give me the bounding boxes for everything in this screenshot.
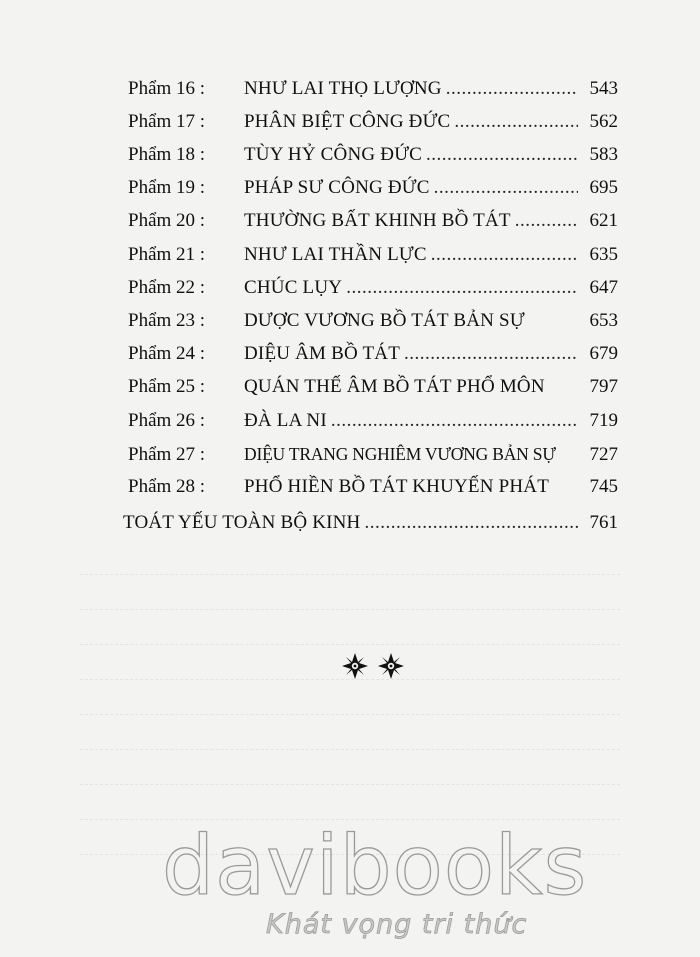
dot-leader: [431, 240, 578, 270]
toc-entry-page: 797: [589, 376, 618, 397]
toc-entry-label: Phẩm 23 :: [128, 310, 206, 331]
toc-entry-17: [128, 107, 618, 137]
toc-entry-title: TÙY HỶ CÔNG ĐỨC: [244, 144, 423, 165]
dot-leader: [346, 273, 578, 303]
toc-entry-label: Phẩm 21 :: [128, 244, 206, 265]
toc-entry-label: Phẩm 25 :: [128, 376, 206, 397]
toc-entry-title: PHÁP SƯ CÔNG ĐỨC: [244, 177, 430, 198]
toc-entry-19: [128, 173, 618, 203]
toc-entry-label: Phẩm 27 :: [128, 444, 206, 465]
toc-entry-title: THƯỜNG BẤT KHINH BỒ TÁT: [244, 210, 511, 231]
toc-entry-page: 695: [589, 177, 618, 198]
toc-entry-title: PHÂN BIỆT CÔNG ĐỨC: [244, 111, 451, 132]
toc-entry-page: 543: [589, 78, 618, 99]
toc-entry-label: Phẩm 17 :: [128, 111, 206, 132]
toc-entry-27: [128, 439, 618, 469]
toc-entry-label: Phẩm 28 :: [128, 476, 206, 497]
dot-leader: [331, 406, 578, 436]
toc-entry-label: Phẩm 18 :: [128, 144, 206, 165]
toc-entry-label: Phẩm 26 :: [128, 410, 206, 431]
toc-entry-18: [128, 140, 618, 170]
toc-summary-page: 761: [589, 512, 618, 533]
toc-entry-23: [128, 306, 618, 336]
toc-entry-page: 635: [589, 244, 618, 265]
dot-leader: [515, 206, 578, 236]
toc-entry-page: 727: [589, 444, 618, 465]
watermark-tagline: Khát vọng tri thức: [266, 909, 528, 940]
eight-point-star-icon: [341, 652, 369, 680]
eight-point-star-icon: [377, 652, 405, 680]
toc-entry-16: [128, 74, 618, 104]
toc-entry-label: Phẩm 24 :: [128, 343, 206, 364]
toc-entry-title: DƯỢC VƯƠNG BỒ TÁT BẢN SỰ: [244, 310, 525, 331]
toc-entry-page: 562: [589, 111, 618, 132]
toc-entry-label: Phẩm 19 :: [128, 177, 206, 198]
toc-entry-page: 679: [589, 343, 618, 364]
toc-entry-summary: [123, 508, 618, 538]
toc-entry-22: [128, 273, 618, 303]
toc-entry-page: 583: [589, 144, 618, 165]
dot-leader: [404, 339, 578, 369]
toc-entry-title: QUÁN THẾ ÂM BỒ TÁT PHỔ MÔN: [244, 376, 545, 397]
dot-leader: [426, 140, 578, 170]
toc-entry-28: [128, 472, 618, 502]
toc-summary-title: TOÁT YẾU TOÀN BỘ KINH: [123, 512, 361, 533]
toc-entry-25: [128, 372, 618, 402]
toc-entry-page: 653: [589, 310, 618, 331]
dot-leader: [364, 508, 578, 538]
toc-entry-title: PHỔ HIỀN BỒ TÁT KHUYẾN PHÁT: [244, 476, 550, 497]
toc-entry-page: 719: [589, 410, 618, 431]
dot-leader: [434, 173, 578, 203]
watermark-brand: davibooks: [162, 819, 588, 914]
toc-entry-20: [128, 206, 618, 236]
toc-entry-24: [128, 339, 618, 369]
toc-entry-page: 745: [589, 476, 618, 497]
toc-entry-title: ĐÀ LA NI: [244, 410, 327, 431]
toc-entry-title: DIỆU ÂM BỒ TÁT: [244, 343, 401, 364]
toc-entry-title: NHƯ LAI THẦN LỰC: [244, 244, 427, 265]
dot-leader: [446, 74, 578, 104]
toc-entry-label: Phẩm 20 :: [128, 210, 206, 231]
toc-entry-26: [128, 406, 618, 436]
toc-entry-label: Phẩm 16 :: [128, 78, 206, 99]
toc-entry-page: 621: [589, 210, 618, 231]
toc-entry-page: 647: [589, 277, 618, 298]
toc-entry-label: Phẩm 22 :: [128, 277, 206, 298]
toc-entry-21: [128, 240, 618, 270]
toc-entry-title: DIỆU TRANG NGHIÊM VƯƠNG BẢN SỰ: [244, 444, 556, 464]
section-ornament: [341, 652, 405, 680]
toc-entry-title: NHƯ LAI THỌ LƯỢNG: [244, 78, 442, 99]
toc-entry-title: CHÚC LỤY: [244, 277, 343, 298]
dot-leader: [454, 107, 578, 137]
